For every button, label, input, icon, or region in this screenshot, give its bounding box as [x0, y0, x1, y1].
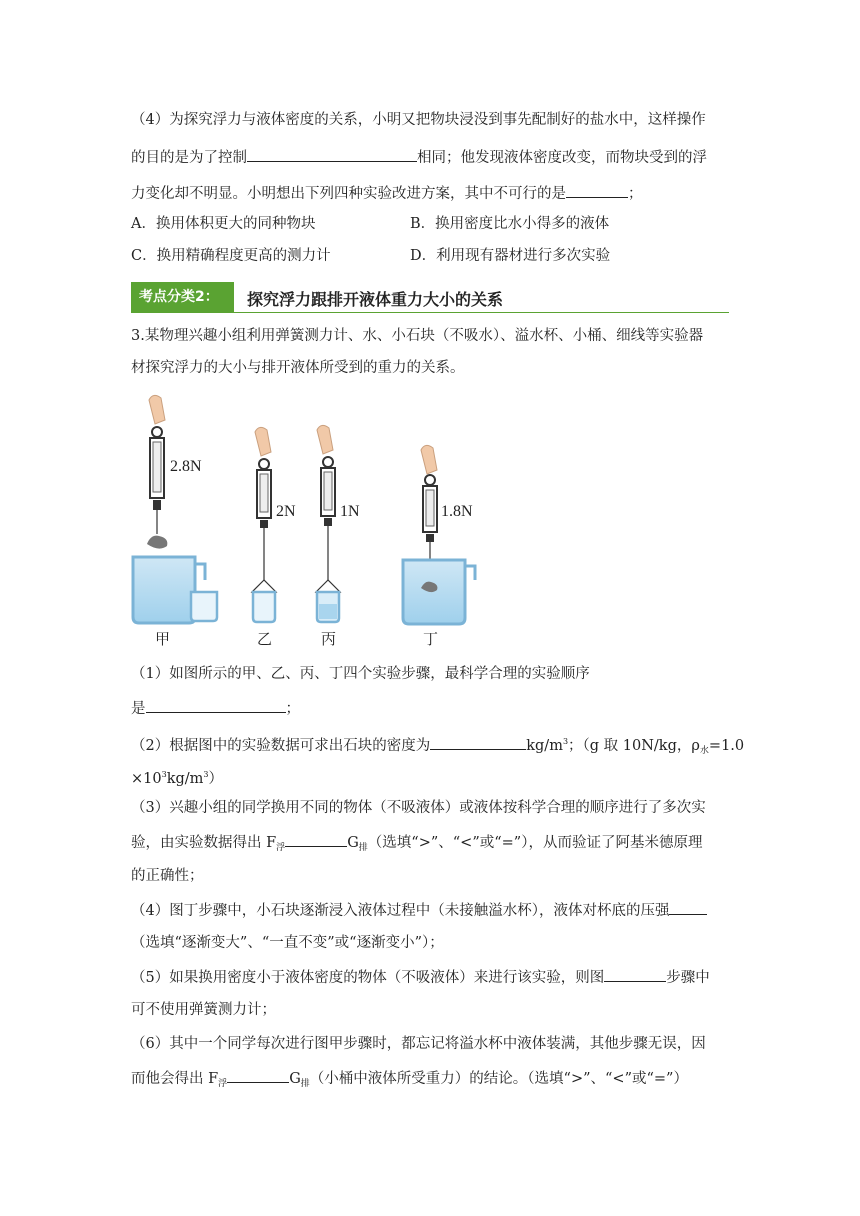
q4b-line-2: （选填“逐渐变大”、“一直不变”或“逐渐变小”）；: [131, 935, 444, 951]
label-ding: 丁: [423, 630, 439, 648]
q4-line-1: （4）为探究浮力与液体密度的关系，小明又把物块浸没到事先配制好的盐水中，这样操作: [131, 112, 706, 128]
section-badge: 考点分类2：: [131, 282, 234, 312]
answer-blank[interactable]: [227, 1068, 289, 1083]
option-c: C．换用精确程度更高的测力计: [131, 248, 331, 264]
q1-line-1: （1）如图所示的甲、乙、丙、丁四个实验步骤，最科学合理的实验顺序: [131, 666, 590, 682]
answer-blank[interactable]: [247, 147, 417, 162]
q3-line-1: （3）兴趣小组的同学换用不同的物体（不吸液体）或液体按科学合理的顺序进行了多次实: [131, 800, 706, 816]
q3-line-3: 的正确性；: [131, 868, 204, 884]
reading-jia: 2.8N: [170, 458, 202, 475]
step-ding-apparatus: [403, 445, 475, 624]
q1-line-2: 是 ；: [131, 698, 300, 719]
reading-yi: 2N: [276, 503, 296, 520]
reading-bing: 1N: [340, 503, 360, 520]
answer-blank[interactable]: [146, 698, 286, 713]
q6-line-2: 而他会得出 $F_浮$ $G_排$（小桶中液体所受重力）的结论。（选填“>”、“<”或“=”）: [131, 1068, 688, 1094]
step-yi-apparatus: [252, 427, 276, 622]
q5-line-2: 可不使用弹簧测力计；: [131, 1002, 276, 1018]
label-bing: 丙: [321, 630, 337, 648]
q3-intro-2: 材探究浮力的大小与排开液体所受到的重力的关系。: [131, 360, 465, 376]
answer-blank[interactable]: [669, 900, 707, 915]
label-jia: 甲: [155, 630, 171, 648]
section-rule: [131, 312, 729, 313]
q2-line-2: $\times 10^3kg/m^3$）: [131, 770, 223, 787]
option-d: D．利用现有器材进行多次实验: [410, 248, 611, 264]
option-b: B．换用密度比水小得多的液体: [410, 216, 610, 232]
q4-line-3: 力变化却不明显。小明想出下列四种实验改进方案，其中不可行的是 ；: [131, 183, 643, 204]
label-yi: 乙: [257, 630, 273, 648]
answer-blank[interactable]: [430, 735, 526, 750]
q5-line-1: （5）如果换用密度小于液体密度的物体（不吸液体）来进行该实验，则图 步骤中: [131, 967, 710, 988]
q3-intro-1: 3.某物理兴趣小组利用弹簧测力计、水、小石块（不吸水）、溢水杯、小桶、细线等实验器: [131, 328, 704, 344]
section-title: 探究浮力跟排开液体重力大小的关系: [247, 290, 504, 309]
answer-blank[interactable]: [604, 967, 666, 982]
experiment-figure: [125, 392, 485, 654]
answer-blank[interactable]: [285, 832, 347, 847]
step-bing-apparatus: [316, 425, 340, 622]
q4b-line-1: （4）图丁步骤中，小石块逐渐浸入液体过程中（未接触溢水杯），液体对杯底的压强: [131, 900, 707, 921]
step-jia-apparatus: [133, 395, 217, 623]
q6-line-1: （6）其中一个同学每次进行图甲步骤时，都忘记将溢水杯中液体装满，其他步骤无误，因: [131, 1036, 706, 1052]
option-a: A．换用体积更大的同种物块: [131, 216, 316, 232]
q2-line-1: （2）根据图中的实验数据可求出石块的密度为 $kg/m^3$；（g 取 10N/kg，$\rho_水=1.0$: [131, 737, 745, 756]
reading-ding: 1.8N: [441, 503, 473, 520]
q4-line-2: 的目的是为了控制 相同；他发现液体密度改变，而物块受到的浮: [131, 147, 707, 168]
answer-blank[interactable]: [566, 183, 628, 198]
q3-line-2: 验，由实验数据得出 $F_浮$ $G_排$（选填“>”、“<”或“=”），从而验证了阿基米德原理: [131, 832, 702, 858]
